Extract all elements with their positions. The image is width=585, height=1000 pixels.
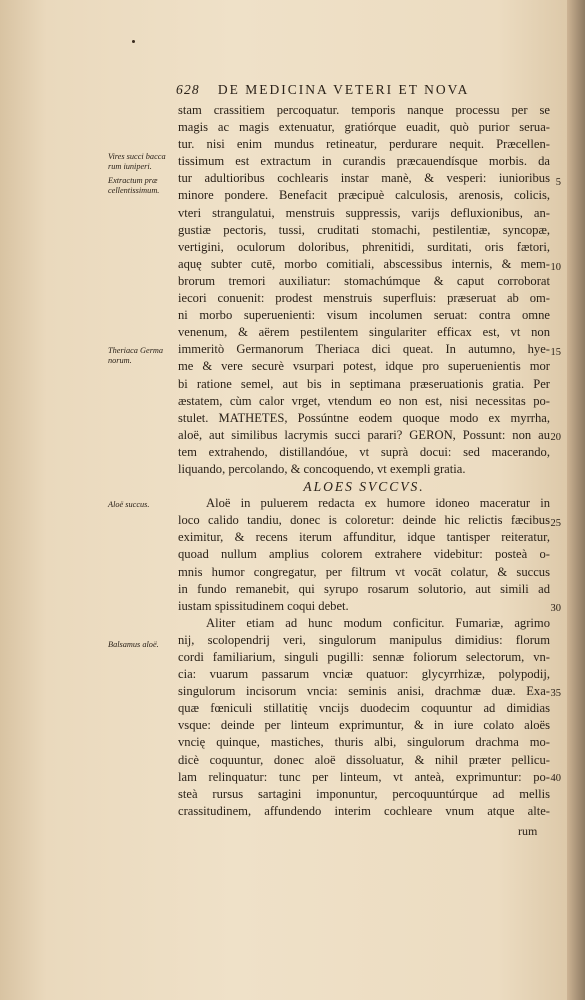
ink-speck [132, 40, 135, 43]
text-line: vteri strangulatui, menstruis suppressis, varijs defluxionibus, an- [178, 205, 550, 220]
text-line: tur. nisi enim mundus retineatur, perdurare nequit. Præcellen- [178, 137, 550, 152]
text-line: in fundo remanebit, qui syrupo rosarum solutorio, aut simili ad [178, 581, 550, 596]
text-line: tem extrahendo, distillandóue, vt suprà docui: sed macerando, [178, 444, 550, 459]
line-number: 35 [550, 688, 561, 699]
text-line: cia: vuarum passarum vnciæ quatuor: glycyrrhizæ, polypodij, [178, 667, 550, 682]
text-line: minore pondere. Benefacit præcipuè calculosis, arenosis, colicis, [178, 188, 550, 203]
line-number: 40 [550, 773, 561, 784]
running-title: DE MEDICINA VETERI ET NOVA [217, 82, 470, 97]
catchword: rum [518, 824, 538, 838]
text-line: liquando, percolando, & concoquendo, vt exempli gratia. [178, 461, 466, 476]
text-line: crassitudinem, affundendo interim cochleare vnum atque alte- [178, 803, 550, 818]
text-line: ni morbo superuenienti: visum incolumen seruat: contra omne [178, 308, 550, 323]
text-line: immeritò Germanorum Theriaca dici queat. In autumno, hye- [178, 342, 550, 357]
text-line: stam crassitiem percoquatur. temporis nanque processu per se [178, 103, 550, 117]
text-line: lam relinquatur: tunc per linteum, vt anteà, exprimuntur: po- [178, 769, 550, 784]
margin-note: Balsamus aloë. [108, 640, 159, 649]
text-line: brorum tremori auxiliatur: stomachúmque & caput corroborat [178, 273, 550, 288]
text-line: dicè coquuntur, donec aloë dissoluatur, & nihil præter pellicu- [178, 752, 550, 767]
text-line: bi ratione semel, aut bis in septimana præseruationis gratia. Per [178, 376, 550, 391]
text-line: Aloë in puluerem redacta ex humore idoneo maceratur in [206, 496, 550, 511]
line-number: 10 [550, 262, 561, 273]
text-line: stulet. MATHETES, Possúntne eodem quoque modo ex myrrha, [178, 410, 550, 425]
text-line: vertigini, oculorum doloribus, phrenitidi, surditati, oris fætori, [178, 239, 550, 254]
text-line: aloë, aut similibus lacrymis succi parari? GERON, Possunt: non au [178, 427, 550, 442]
margin-note: Theriaca Germa norum. [108, 346, 164, 365]
main-text [178, 102, 550, 820]
section-heading: ALOES SVCCVS. [303, 479, 425, 495]
text-line: me & vere securè vsurpari potest, idque pro superuenientis mor [178, 359, 550, 374]
text-line: tissimum est extractum in curandis præcauendísque morbis. da [178, 154, 550, 169]
text-line: loco calido tandiu, donec is coloretur: deinde hic relictis fæcibus [178, 513, 550, 528]
page-number: 628 [176, 82, 200, 97]
text-line: iustam spissitudinem coqui debet. [178, 598, 349, 613]
text-line: nij, scolopendrij veri, singulorum manipulus dimidius: florum [178, 632, 550, 647]
line-number: 20 [550, 432, 561, 443]
line-number: 15 [550, 347, 561, 358]
running-header [176, 82, 546, 100]
text-line: magis ac magis extenuatur, gratiórque euadit, quò purior serua- [178, 120, 550, 135]
text-line: eximitur, & recens iterum affunditur, idque tantisper reiteratur, [178, 530, 550, 545]
text-line: Aliter etiam ad hunc modum conficitur. Fumariæ, agrimo [206, 615, 550, 630]
text-line: steà rursus sartagini imponuntur, percoquuntúrque ad mellis [178, 786, 550, 801]
text-line: mnis humor congregatur, per filtrum vt vocāt colatur, & succus [178, 564, 550, 579]
line-number: 30 [550, 603, 561, 614]
text-line: iecori conuenit: prodest menstruis superfluis: præseruat ab om- [178, 291, 550, 306]
text-line: vsque: deinde per linteum exprimuntur, & in iure colato aloës [178, 718, 550, 733]
text-line: cordi familiarium, singuli pugilli: sennæ foliorum selectorum, vn- [178, 650, 550, 664]
margin-note: Extractum præ cellentissimum. [108, 176, 160, 195]
margin-note: Aloë succus. [108, 500, 150, 509]
text-line: æstatem, cùm calor vrget, vtendum eo non est, nisi necessitas po- [178, 393, 550, 408]
line-number: 25 [550, 518, 561, 529]
line-number: 5 [555, 177, 561, 188]
text-line: quæ fœniculi stillatitię vncijs duodecim coquuntur ad dimidias [178, 701, 550, 716]
text-line: vncię quinque, mastiches, thuris albi, singulorum drachma mo- [178, 735, 550, 750]
text-line: singulorum incisorum vncia: seminis anisi, drachmæ duæ. Exa- [178, 684, 550, 699]
text-line: gustiæ pectoris, tussi, cruditati stomachi, pestilentiæ, syncopæ, [178, 222, 550, 237]
text-line: aquę subter cutē, morbo comitiali, abscessibus internis, & mem- [178, 256, 550, 271]
margin-note: Vires succi bacca rum iuniperi. [108, 152, 166, 171]
text-line: quoad nullum amplius colorem extrahere videbitur: posteà o- [178, 547, 550, 562]
text-line: tur adultioribus cochlearis instar manè, & vesperi: iunioribus [178, 171, 550, 186]
text-line: venenum, & aërem pestilentem singulariter efficax est, vt non [178, 325, 550, 340]
page-edge-shadow [567, 0, 585, 1000]
